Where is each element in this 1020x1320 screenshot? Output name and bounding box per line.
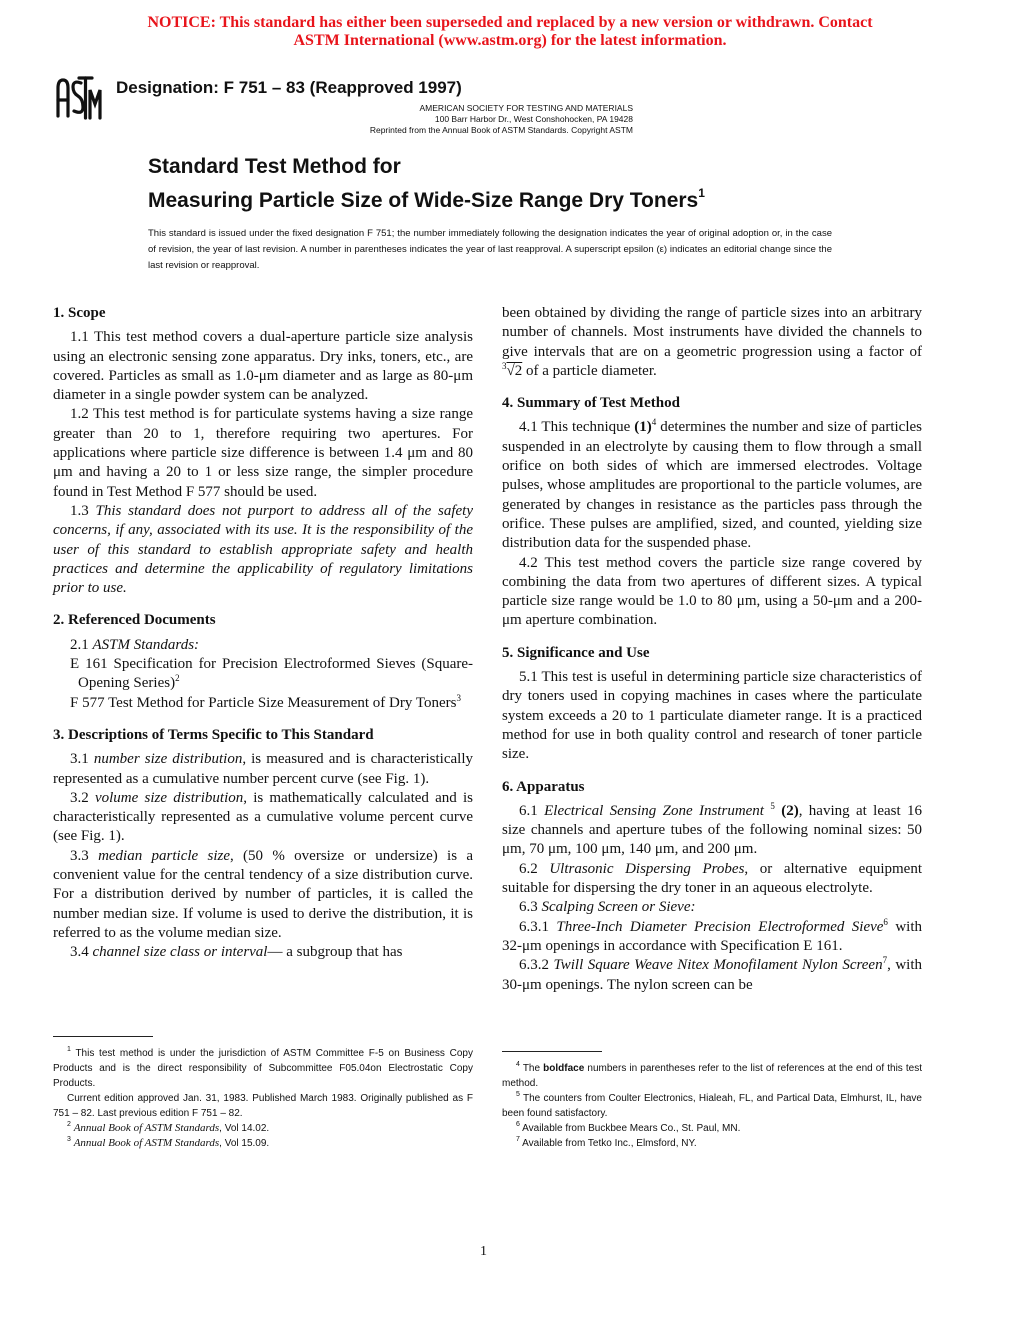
paragraph-1-3: 1.3 This standard does not purport to address all of the safety concerns, if any, associated with its use. It is the responsibility of the user of this standard to establish appropriate safety and health practices and determine the applicability of regulatory limitations prior to use. (53, 502, 474, 597)
section-apparatus-heading: 6. Apparatus (502, 778, 585, 795)
page-number: 1 (480, 1244, 487, 1259)
paragraph-1-2: 1.2 This test method is for particulate systems having a size range greater than 20 to 1, therefore requiring two apertures. For applications where particle size difference is between 1.4 μm and 80 μm and having a 20 to 1 or less size range, the simpler procedure found in Test Method F 577 should be used. (53, 406, 473, 500)
section-references-heading: 2. Referenced Documents (53, 612, 216, 629)
paragraph-6-3-2: 6.3.2 Twill Square Weave Nitex Monofilament Nylon Screen$^7$, with 30-μm openings. The nylon screen can be (502, 955, 922, 993)
reference-f577: F 577 Test Method for Particle Size Measurement of Dry Toners$^3$ (70, 692, 461, 711)
publisher-address: 100 Barr Harbor Dr., West Conshohocken, PA 19428 (434, 114, 633, 124)
paragraph-1-1: 1.1 This test method covers a dual-aperture particle size analysis using an electronic sensing zone apparatus. Dry inks, toners, etc., are covered. Particles as small as 1.0-μm diameter and as large as 80-μm diameter in a single powder system can be analyzed. (53, 329, 473, 404)
footnote-5: $^5$ The counters from Coulter Electronics, Hialeah, FL, and Partical Data, Elmhurst, IL, have been found satisfactory. (502, 1091, 922, 1119)
paragraph-3-2: 3.2 volume size distribution, is mathematically calculated and is characteristically represented as a cumulative volume percent curve (see Fig. 1). (53, 789, 473, 845)
paragraph-6-1: 6.1 Electrical Sensing Zone Instrument $^5$ (2), having at least 16 size channels and aperture tubes of the following nominal sizes: 50 μm, 70 μm, 100 μm, 140 μm, and 200 μm. (502, 800, 923, 858)
paragraph-4-2: 4.2 This test method covers the particle size range covered by combining the data from two apertures of different sizes. A typical particle size range would be 1.0 to 80 μm, using a 50-μm and a 200-μm aperture combination. (502, 554, 922, 629)
issuance-note: This standard is issued under the fixed designation F 751; the number immediately following the designation indicates the year of original adoption or, in the case of revision, the year of last revision. A number in parentheses indicates the year of last reapproval. A superscript epsilon (ε) indicates an editorial change since the last revision or reapproval. (148, 228, 832, 271)
withdrawal-notice (0, 14, 1020, 50)
title-footnote-ref: 1 (698, 186, 705, 200)
publisher-info (300, 103, 633, 136)
astm-logo-icon (54, 74, 104, 125)
paragraph-3-3: 3.3 median particle size, (50 % oversize or undersize) is a convenient value for the central tendency of a size distribution curve. For a distribution derived by number of particles, it is called the number median size. If volume is used to derive the distribution, it is referred to as the volume median size. (53, 847, 473, 941)
publisher-org: AMERICAN SOCIETY FOR TESTING AND MATERIALS (419, 103, 633, 113)
footnote-1-edition: Current edition approved Jan. 31, 1983. Published March 1983. Originally published as F 751 – 82. Last previous edition F 751 – 82. (53, 1093, 473, 1119)
footnote-3: $^3$ Annual Book of ASTM Standards, Vol 15.09. (67, 1136, 270, 1149)
paragraph-3-4-continued: been obtained by dividing the range of particle sizes into an arbitrary number of channels. Most instruments have divided the channels to give intervals that are on a geometric progression using a factor of $^3$√2 of a particle diameter. (502, 305, 922, 379)
footnote-divider-left (53, 1036, 153, 1037)
designation: Designation: F 751 – 83 (Reapproved 1997) (116, 78, 462, 97)
section-scope-heading: 1. Scope (53, 305, 106, 321)
cube-root-symbol: $^3$√2 (502, 360, 523, 379)
paragraph-3-1: 3.1 number size distribution, is measured and is characteristically represented as a cumulative number percent curve (see Fig. 1). (53, 751, 474, 787)
paragraph-4-1: 4.1 This technique $(1)^4$ determines the number and size of particles suspended in an electrolyte by causing them to flow through a small orifice on both sides of which are immersed electrodes. Voltage pulses, whose amplitudes are proportional to the particle volumes, are generated by changes in resistance as the particles pass through the orifice. These pulses are amplified, sized, and counted, yielding size distribution data for the suspended phase. (502, 417, 922, 552)
paragraph-5-1: 5.1 This test is useful in determining particle size characteristics of dry toners used in copying machines in cases where the particulate system exceeds a 20 to 1 particulate diameter range. It is a practiced method for use in both quality control and research of toner particle size. (502, 669, 922, 763)
reprint-note: Reprinted from the Annual Book of ASTM Standards. Copyright ASTM (369, 125, 633, 135)
paragraph-3-4: 3.4 channel size class or interval— a subgroup that has (70, 944, 403, 961)
footnotes-left (53, 1046, 473, 1151)
paragraph-2-1: 2.1 ASTM Standards: (70, 636, 200, 653)
title-line-2: Measuring Particle Size of Wide-Size Range Dry Toners$^1$ (148, 186, 705, 212)
title-line-1: Standard Test Method for (148, 155, 401, 178)
paragraph-6-3-1: 6.3.1 Three-Inch Diameter Precision Electroformed Sieve$^6$ with 32-μm openings in accordance with Specification E 161. (502, 916, 922, 954)
section-terms-heading: 3. Descriptions of Terms Specific to This Standard (53, 726, 374, 743)
document-title (148, 154, 705, 214)
section-significance-heading: 5. Significance and Use (502, 644, 650, 661)
footnote-divider-right (502, 1051, 602, 1052)
footnotes-right (502, 1061, 922, 1151)
notice-line-2: ASTM International (www.astm.org) for the latest information. (293, 32, 727, 49)
footnote-4: $^4$ The boldface numbers in parentheses refer to the list of references at the end of this test method. (502, 1061, 923, 1089)
footnote-7: $^7$ Available from Tetko Inc., Elmsford, NY. (516, 1136, 697, 1149)
reference-e161: E 161 Specification for Precision Electroformed Sieves (Square-Opening Series)$^2$ (70, 656, 473, 692)
paragraph-6-2: 6.2 Ultrasonic Dispersing Probes, or alternative equipment suitable for dispersing the dry toner in an aqueous electrolyte. (502, 860, 922, 897)
notice-line-1: NOTICE: This standard has either been superseded and replaced by a new version or withdrawn. Contact (147, 14, 873, 31)
section-summary-heading: 4. Summary of Test Method (502, 395, 680, 412)
footnote-1: $^1$ This test method is under the jurisdiction of ASTM Committee F-5 on Business Copy Products and is the direct responsibility of Subcommittee F05.04on Electrostatic Copy Products. (53, 1046, 473, 1089)
left-column (53, 304, 473, 963)
right-column (502, 304, 922, 995)
footnote-2: $^2$ Annual Book of ASTM Standards, Vol 14.02. (67, 1121, 270, 1134)
paragraph-6-3: 6.3 Scalping Screen or Sieve: (519, 899, 696, 916)
footnote-6: $^6$ Available from Buckbee Mears Co., St. Paul, MN. (516, 1121, 741, 1134)
